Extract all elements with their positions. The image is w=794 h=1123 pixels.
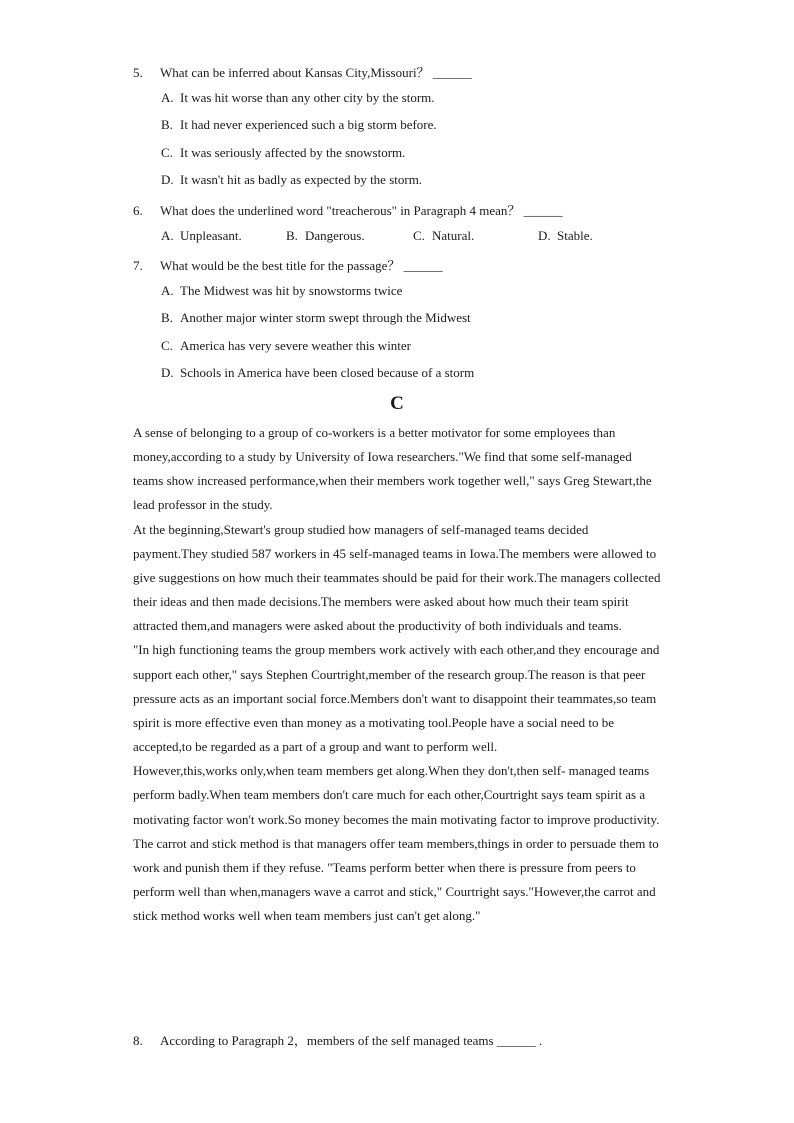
option-letter: D.: [161, 172, 174, 187]
q6-option-a: [161, 228, 242, 244]
option-text: Unpleasant.: [180, 228, 242, 243]
option-letter: C.: [161, 338, 173, 353]
option-text: Dangerous.: [305, 228, 365, 243]
option-text: Natural.: [432, 228, 475, 243]
option-letter: B.: [161, 117, 173, 132]
passage: [133, 421, 663, 928]
option-letter: A.: [161, 90, 174, 105]
option-letter: A.: [161, 283, 174, 298]
option-letter: A.: [161, 228, 174, 243]
option-letter: D.: [161, 365, 174, 380]
q5-option-b: [161, 117, 437, 133]
option-text: Stable.: [557, 228, 593, 243]
passage-paragraph-2: At the beginning,Stewart's group studied how managers of self-managed teams decided payment.They studied 587 workers in 45 self-managed teams in Iowa.The members were allowed to give suggestions on how much their teammates should be paid for their work.The managers collected their ideas and then made decisions.The members were asked about how much their team spirit attracted them,and managers were asked about the productivity of both individuals and teams.: [133, 521, 661, 634]
section-heading: C: [390, 393, 404, 414]
option-text: Another major winter storm swept through the Midwest: [180, 310, 471, 325]
question-6: [133, 200, 563, 219]
q6-option-c: [413, 228, 474, 244]
option-letter: B.: [286, 228, 298, 243]
question-text: What does the underlined word "treacherous" in Paragraph 4 mean？ ______: [160, 203, 563, 218]
question-number: 6.: [133, 203, 143, 218]
option-text: It had never experienced such a big storm before.: [180, 117, 437, 132]
question-text: According to Paragraph 2，members of the self managed teams ______ .: [160, 1033, 543, 1048]
question-7: [133, 255, 443, 274]
question-text: What can be inferred about Kansas City,Missouri？ ______: [160, 65, 472, 80]
passage-paragraph-4: However,this,works only,when team members get along.When they don't,then self- managed teams perform badly.When team members don't care much for each other,Courtright says team spirit as a motivating factor won't work.So money becomes the main motivating factor to improve productivity.: [133, 763, 660, 827]
q5-option-c: [161, 145, 405, 161]
option-text: It was hit worse than any other city by the storm.: [180, 90, 435, 105]
option-letter: D.: [538, 228, 551, 243]
option-letter: C.: [161, 145, 173, 160]
question-number: 5.: [133, 65, 143, 80]
q6-option-b: [286, 228, 365, 244]
question-text: What would be the best title for the passage？ ______: [160, 258, 443, 273]
option-text: Schools in America have been closed because of a storm: [180, 365, 475, 380]
option-text: The Midwest was hit by snowstorms twice: [180, 283, 403, 298]
q6-option-d: [538, 228, 593, 244]
q7-option-a: [161, 283, 402, 299]
option-text: It was seriously affected by the snowstorm.: [180, 145, 406, 160]
question-number: 7.: [133, 258, 143, 273]
q7-option-b: [161, 310, 471, 326]
option-text: America has very severe weather this winter: [180, 338, 412, 353]
question-5: [133, 62, 472, 81]
passage-paragraph-1: A sense of belonging to a group of co-workers is a better motivator for some employees than money,according to a study by University of Iowa researchers."We find that some self-managed teams show increased performance,when their members work together well," says Greg Stewart,the lead professor in the study.: [133, 425, 652, 513]
q5-option-a: [161, 90, 435, 106]
passage-paragraph-5: The carrot and stick method is that managers offer team members,things in order to persuade them to work and punish them if they refuse. "Teams perform better when there is pressure from peers to perform well than when,managers wave a carrot and stick," Courtright says."However,the carrot and stick method works well when team members just can't get along.": [133, 835, 659, 924]
q7-option-c: [161, 338, 411, 354]
q5-option-d: [161, 172, 422, 188]
passage-paragraph-3: "In high functioning teams the group members work actively with each other,and they encourage and support each other," says Stephen Courtright,member of the research group.The reason is that peer pressure acts as an important social force.Members don't want to disappoint their teammates,so team spirit is more effective even than money as a motivating tool.People have a social need to be accepted,to be regarded as a part of a group and want to perform well.: [133, 642, 660, 755]
option-letter: C.: [413, 228, 425, 243]
option-text: It wasn't hit as badly as expected by the storm.: [180, 172, 423, 187]
option-letter: B.: [161, 310, 173, 325]
question-number: 8.: [133, 1033, 143, 1048]
q7-option-d: [161, 365, 474, 381]
question-8: [133, 1030, 542, 1049]
